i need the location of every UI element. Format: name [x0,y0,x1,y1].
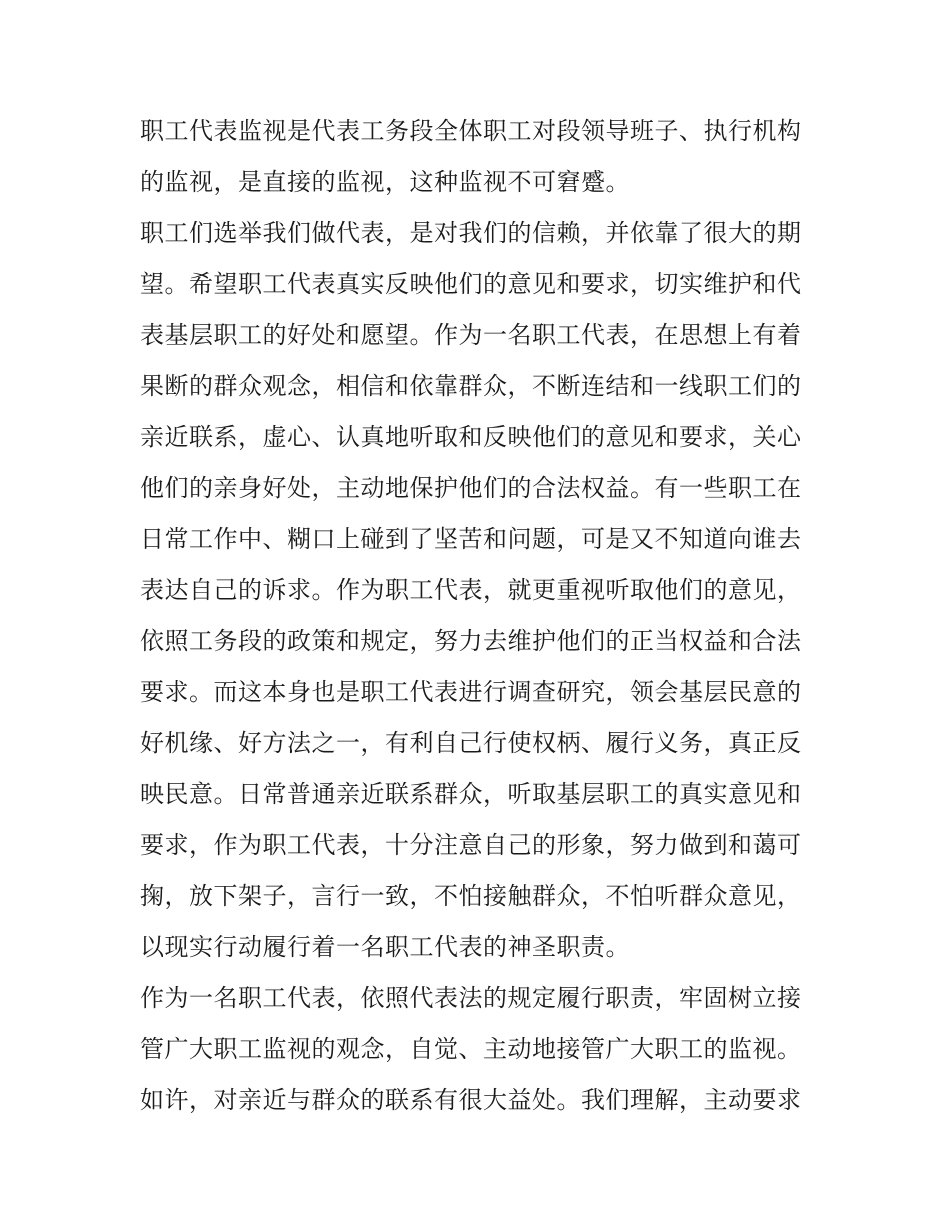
document-body [140,106,820,1126]
text-line: 管广大职工监视的观念，自觉、主动地接管广大职工的监视。 [140,1035,802,1063]
text-line: 掬，放下架子，言行一致，不怕接触群众，不怕听群众意见， [140,882,802,910]
text-line: 亲近联系，虚心、认真地听取和反映他们的意见和要求，关心 [140,423,802,451]
text-line: 要求，作为职工代表，十分注意自己的形象，努力做到和蔼可 [140,831,802,859]
text-line: 好机缘、好方法之一，有利自己行使权柄、履行义务，真正反 [140,729,802,757]
text-line: 要求。而这本身也是职工代表进行调查研究，领会基层民意的 [140,678,802,706]
text-line: 作为一名职工代表，依照代表法的规定履行职责，牢固树立接 [140,984,802,1012]
text-line: 依照工务段的政策和规定，努力去维护他们的正当权益和合法 [140,627,802,655]
text-line: 他们的亲身好处，主动地保护他们的合法权益。有一些职工在 [140,474,802,502]
text-line: 表基层职工的好处和愿望。作为一名职工代表，在思想上有着 [140,321,802,349]
text-line: 映民意。日常普通亲近联系群众，听取基层职工的真实意见和 [140,780,802,808]
text-line: 表达自己的诉求。作为职工代表，就更重视听取他们的意见， [140,576,802,604]
text-line: 职工代表监视是代表工务段全体职工对段领导班子、执行机构 [140,117,802,145]
text-line: 望。希望职工代表真实反映他们的意见和要求，切实维护和代 [140,270,802,298]
text-line: 职工们选举我们做代表，是对我们的信赖，并依靠了很大的期 [140,219,802,247]
text-line: 果断的群众观念，相信和依靠群众，不断连结和一线职工们的 [140,372,802,400]
text-line: 以现实行动履行着一名职工代表的神圣职责。 [140,933,630,961]
text-line: 如许，对亲近与群众的联系有很大益处。我们理解，主动要求 [140,1086,802,1114]
text-line: 的监视，是直接的监视，这种监视不可窘蹙。 [140,168,630,196]
text-line: 日常工作中、糊口上碰到了坚苦和问题，可是又不知道向谁去 [140,525,802,553]
